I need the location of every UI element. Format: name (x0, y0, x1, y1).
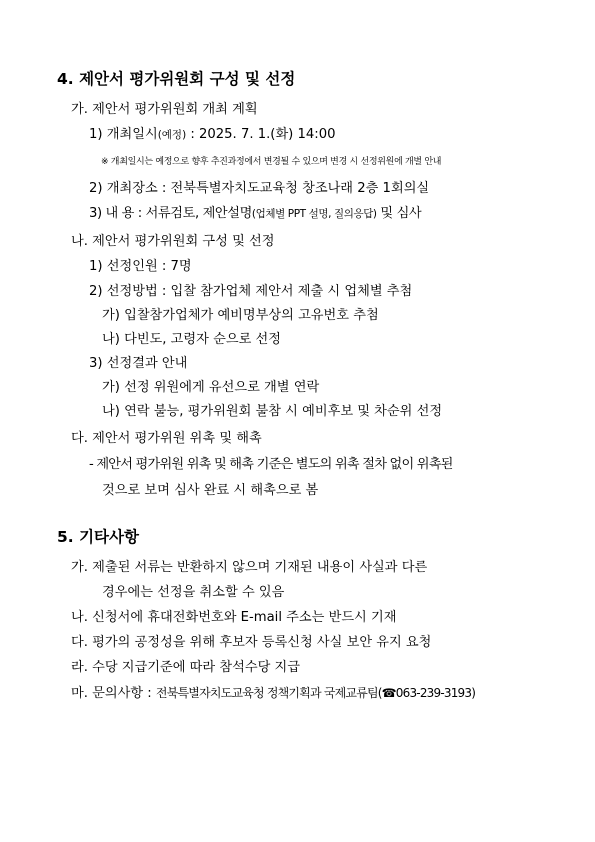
schedule-note: ※ 개최일시는 예정으로 향후 추진과정에서 변경될 수 있으며 변경 시 선정위원에 개별 안내 (101, 157, 442, 167)
selection-method-b: 나) 다빈도, 고령자 순으로 선정 (102, 332, 281, 347)
section-4-heading: 4. 제안서 평가위원회 구성 및 선정 (57, 70, 296, 88)
schedule-datetime-value: : 2025. 7. 1.(화) 14:00 (186, 127, 336, 142)
misc-b: 나. 신청서에 휴대전화번호와 E-mail 주소는 반드시 기재 (71, 610, 397, 625)
appointment-rule-line2: 것으로 보며 심사 완료 시 해촉으로 봄 (102, 483, 319, 498)
section-4b-title: 나. 제안서 평가위원회 구성 및 선정 (71, 234, 275, 249)
misc-e-label: 마. 문의사항 : (71, 686, 156, 701)
misc-a-line2: 경우에는 선정을 취소할 수 있음 (102, 585, 285, 600)
schedule-content-tail: 및 심사 (376, 206, 422, 221)
selection-result-a: 가) 선정 위원에게 유선으로 개별 연락 (102, 380, 320, 395)
misc-d: 라. 수당 지급기준에 따라 참석수당 지급 (71, 660, 300, 675)
schedule-datetime-label: 1) 개최일시 (89, 127, 158, 142)
schedule-content-detail: (업체별 PPT 설명, 질의응답) (251, 208, 377, 220)
selection-result: 3) 선정결과 안내 (89, 356, 188, 371)
selection-method-a: 가) 입찰참가업체가 예비명부상의 고유번호 추첨 (102, 308, 379, 323)
appointment-rule-line1: - 제안서 평가위원 위촉 및 해촉 기준은 별도의 위촉 절차 없이 위촉된 (89, 457, 453, 472)
misc-a-line1: 가. 제출된 서류는 반환하지 않으며 기재된 내용이 사실과 다른 (71, 560, 428, 575)
section-4a-title: 가. 제안서 평가위원회 개최 계획 (71, 102, 258, 117)
misc-e (71, 684, 475, 703)
schedule-content (89, 205, 421, 223)
selection-count: 1) 선정인원 : 7명 (89, 259, 192, 274)
schedule-datetime (89, 126, 336, 144)
selection-result-b: 나) 연락 불능, 평가위원회 불참 시 예비후보 및 차순위 선정 (102, 404, 443, 419)
section-4c-title: 다. 제안서 평가위원 위촉 및 해촉 (71, 431, 262, 446)
contact-info: 전북특별자치도교육청 정책기획과 국제교류팀(☎063-239-3193) (155, 686, 476, 700)
schedule-datetime-tentative: (예정) (157, 129, 187, 141)
misc-c: 다. 평가의 공정성을 위해 후보자 등록신청 사실 보안 유지 요청 (71, 635, 432, 650)
selection-method: 2) 선정방법 : 입찰 참가업체 제안서 제출 시 업체별 추첨 (89, 284, 413, 299)
schedule-content-label: 3) 내 용 : 서류검토, 제안설명 (89, 206, 252, 221)
schedule-venue: 2) 개최장소 : 전북특별자치도교육청 창조나래 2층 1회의실 (89, 181, 430, 196)
section-5-heading: 5. 기타사항 (57, 528, 139, 546)
